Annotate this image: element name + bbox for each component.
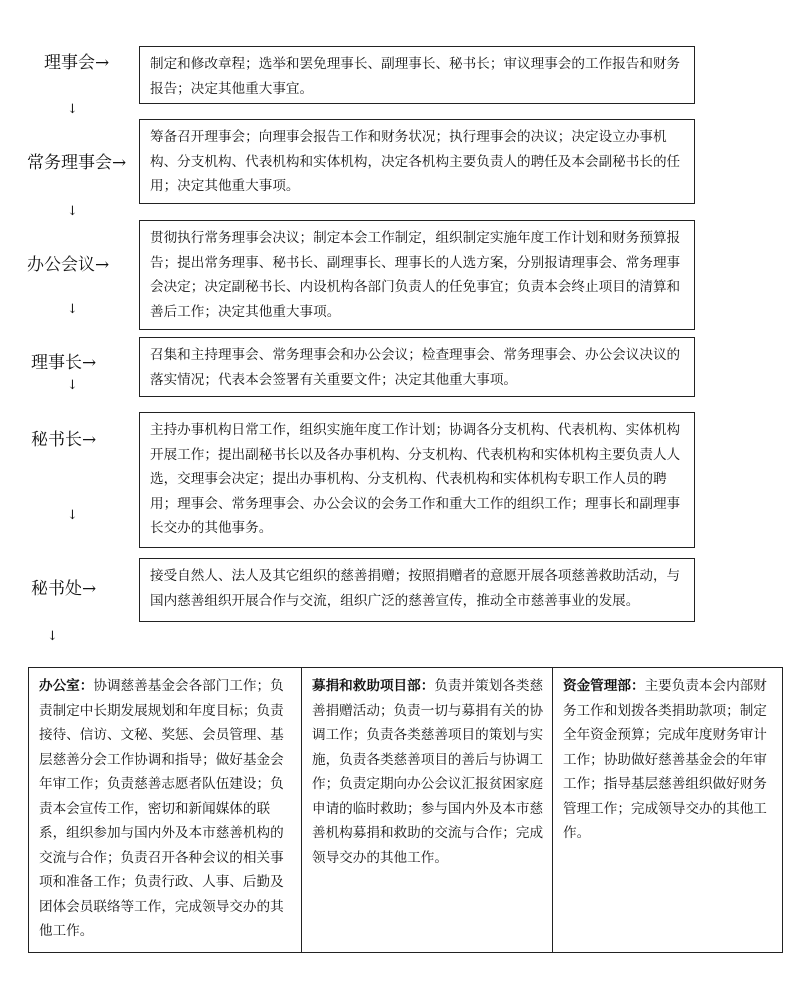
right-arrow-icon: →: [112, 153, 127, 173]
dept-fundraising-relief: [301, 668, 552, 952]
right-arrow-icon: →: [82, 430, 97, 450]
level-label-text: 秘书处: [31, 579, 82, 599]
level-label-secretary-general: [31, 430, 96, 450]
dept-description: 主要负责本会内部财务工作和划拨各类捐助款项；制定全年资金预算；完成年度财务审计工作；协助做好慈善基金会的年审工作；指导基层慈善组织做好财务管理工作；完成领导交办的其他工作。: [563, 678, 767, 841]
level-label-text: 常务理事会: [27, 153, 112, 173]
right-arrow-icon: →: [82, 579, 97, 599]
level-box-secretariat: [139, 558, 695, 622]
level-box-chairman: [139, 337, 695, 397]
departments-table: [28, 667, 783, 953]
level-box-secretary-general: [139, 412, 695, 548]
level-label-chairman: [31, 353, 96, 373]
dept-name: 资金管理部：: [563, 678, 645, 694]
dept-description: 负责并策划各类慈善捐赠活动；负责一切与募捐有关的协调工作；负责各类慈善项目的策划与实施，负责各类慈善项目的善后与协调工作；负责定期向办公会议汇报贫困家庭申请的临时救助；参与国内外及本市慈善机构募捐和救助的交流与合作；完成领导交办的其他工作。: [312, 678, 544, 866]
right-arrow-icon: →: [82, 353, 97, 373]
level-label-text: 秘书长: [31, 430, 82, 450]
level-box-standing-council: [139, 119, 695, 204]
level-label-office-meeting: [27, 255, 109, 275]
level-label-secretariat: [31, 579, 96, 599]
level-box-office-meeting: [139, 220, 695, 330]
level-description: 主持办事机构日常工作，组织实施年度工作计划；协调各分支机构、代表机构、实体机构开展工作；提出副秘书长以及各办事机构、分支机构、代表机构和实体机构主要负责人人选，交理事会决定；提出办事机构、分支机构、代表机构和实体机构专职工作人员的聘用；理事会、常务理事会、办公会议的会务工作和重大工作的组织工作；理事长和副理事长交办的其他事务。: [150, 422, 681, 536]
level-description: 筹备召开理事会；向理事会报告工作和财务状况；执行理事会的决议；决定设立办事机构、分支机构、代表机构和实体机构，决定各机构主要负责人的聘任及本会副秘书长的任用；决定其他重大事项。: [150, 129, 681, 194]
dept-description: 协调慈善基金会各部门工作；负责制定中长期发展规划和年度目标；负责接待、信访、文秘、奖惩、会员管理、基层慈善分会工作协调和指导；做好基金会年审工作；负责慈善志愿者队伍建设；负责本会宣传工作，密切和新闻媒体的联系，组织参加与国内外及本市慈善机构的交流与合作；负责召开各种会议的相关事项和准备工作；负责行政、人事、后勤及团体会员联络等工作，完成领导交办的其他工作。: [39, 678, 284, 939]
right-arrow-icon: →: [95, 53, 110, 73]
dept-office: [29, 668, 301, 952]
dept-name: 募捐和救助项目部：: [312, 678, 435, 694]
level-label-text: 理事会: [44, 53, 95, 73]
down-arrow-icon: ↓: [67, 378, 78, 393]
level-description: 贯彻执行常务理事会决议；制定本会工作制定，组织制定实施年度工作计划和财务预算报告；提出常务理事、秘书长、副理事长、理事长的人选方案，分别报请理事会、常务理事会决定；决定副秘书长、内设机构各部门负责人的任免事宜；负责本会终止项目的清算和善后工作；决定其他重大事项。: [150, 230, 681, 320]
level-label-council: [44, 53, 109, 73]
level-label-text: 办公会议: [27, 255, 95, 275]
down-arrow-icon: ↓: [67, 102, 78, 117]
level-box-council: [139, 46, 695, 104]
down-arrow-icon: ↓: [47, 629, 58, 644]
level-description: 召集和主持理事会、常务理事会和办公会议；检查理事会、常务理事会、办公会议决议的落实情况；代表本会签署有关重要文件；决定其他重大事项。: [150, 347, 681, 388]
down-arrow-icon: ↓: [67, 302, 78, 317]
level-label-text: 理事长: [31, 353, 82, 373]
down-arrow-icon: ↓: [67, 508, 78, 523]
right-arrow-icon: →: [95, 255, 110, 275]
dept-name: 办公室：: [39, 678, 94, 694]
level-description: 制定和修改章程；选举和罢免理事长、副理事长、秘书长；审议理事会的工作报告和财务报告；决定其他重大事宜。: [150, 56, 681, 97]
level-label-standing-council: [27, 153, 126, 173]
down-arrow-icon: ↓: [67, 204, 78, 219]
dept-fund-management: [552, 668, 782, 952]
level-description: 接受自然人、法人及其它组织的慈善捐赠；按照捐赠者的意愿开展各项慈善救助活动，与国内慈善组织开展合作与交流，组织广泛的慈善宣传，推动全市慈善事业的发展。: [150, 568, 681, 609]
